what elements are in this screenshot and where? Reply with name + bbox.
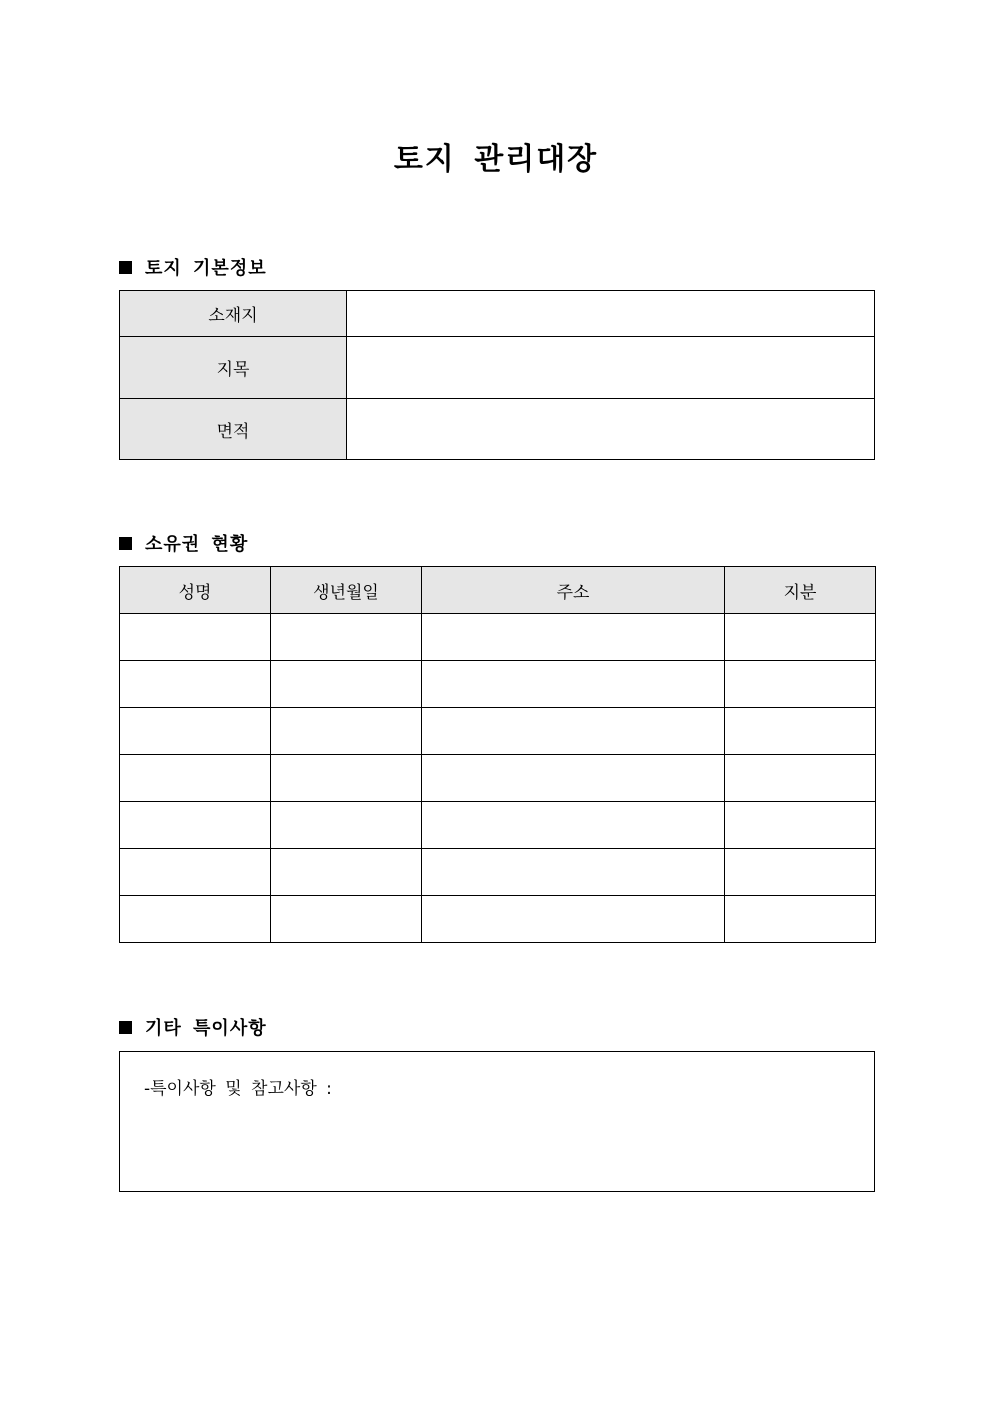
- table-row: [120, 802, 876, 849]
- birthdate-cell[interactable]: [271, 755, 422, 802]
- section-heading-basic-info: [119, 254, 267, 280]
- birthdate-cell[interactable]: [271, 896, 422, 943]
- notes-field[interactable]: [119, 1051, 875, 1192]
- share-cell[interactable]: [725, 755, 876, 802]
- table-row: [120, 399, 875, 460]
- column-header-share: 지분: [725, 567, 876, 614]
- name-cell[interactable]: [120, 708, 271, 755]
- section-title: 소유권 현황: [145, 534, 249, 555]
- land-category-field[interactable]: [347, 337, 875, 399]
- column-header-name: 성명: [120, 567, 271, 614]
- land-category-label: 지목: [120, 337, 347, 399]
- share-cell[interactable]: [725, 849, 876, 896]
- document-title: 토지 관리대장: [393, 142, 599, 177]
- table-row: [120, 896, 876, 943]
- column-header-address: 주소: [422, 567, 725, 614]
- location-label: 소재지: [120, 291, 347, 337]
- table-row: [120, 708, 876, 755]
- name-cell[interactable]: [120, 849, 271, 896]
- birthdate-cell[interactable]: [271, 708, 422, 755]
- address-cell[interactable]: [422, 755, 725, 802]
- address-cell[interactable]: [422, 708, 725, 755]
- name-cell[interactable]: [120, 896, 271, 943]
- column-header-birthdate: 생년월일: [271, 567, 422, 614]
- share-cell[interactable]: [725, 661, 876, 708]
- birthdate-cell[interactable]: [271, 661, 422, 708]
- table-row: [120, 755, 876, 802]
- birthdate-cell[interactable]: [271, 849, 422, 896]
- address-cell[interactable]: [422, 849, 725, 896]
- name-cell[interactable]: [120, 802, 271, 849]
- share-cell[interactable]: [725, 802, 876, 849]
- address-cell[interactable]: [422, 614, 725, 661]
- section-title: 토지 기본정보: [145, 258, 267, 279]
- table-row: [120, 291, 875, 337]
- table-header-row: [120, 567, 876, 614]
- table-row: [120, 849, 876, 896]
- birthdate-cell[interactable]: [271, 614, 422, 661]
- address-cell[interactable]: [422, 661, 725, 708]
- name-cell[interactable]: [120, 661, 271, 708]
- basic-info-table: [119, 290, 875, 460]
- birthdate-cell[interactable]: [271, 802, 422, 849]
- ownership-table: [119, 566, 876, 943]
- name-cell[interactable]: [120, 614, 271, 661]
- section-heading-other: [119, 1014, 267, 1040]
- address-cell[interactable]: [422, 802, 725, 849]
- address-cell[interactable]: [422, 896, 725, 943]
- notes-label: -특이사항 및 참고사항 :: [144, 1079, 332, 1099]
- square-bullet-icon: [119, 537, 132, 550]
- area-label: 면적: [120, 399, 347, 460]
- section-heading-ownership: [119, 530, 248, 556]
- table-row: [120, 661, 876, 708]
- area-field[interactable]: [347, 399, 875, 460]
- location-field[interactable]: [347, 291, 875, 337]
- square-bullet-icon: [119, 1021, 132, 1034]
- table-row: [120, 614, 876, 661]
- section-title: 기타 특이사항: [145, 1018, 267, 1039]
- name-cell[interactable]: [120, 755, 271, 802]
- share-cell[interactable]: [725, 708, 876, 755]
- share-cell[interactable]: [725, 896, 876, 943]
- share-cell[interactable]: [725, 614, 876, 661]
- square-bullet-icon: [119, 261, 132, 274]
- table-row: [120, 337, 875, 399]
